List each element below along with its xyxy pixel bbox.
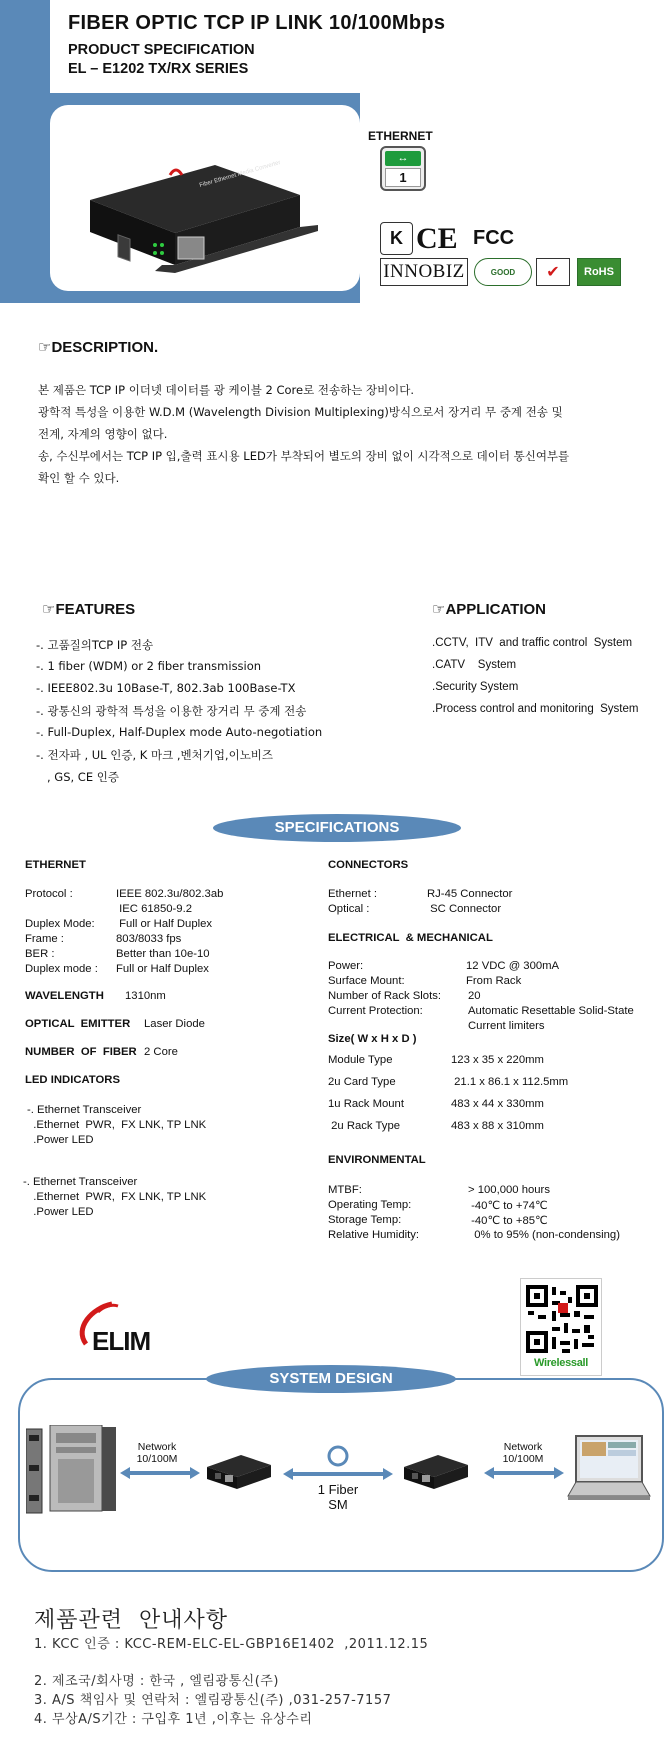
spec-value: RJ-45 Connector	[427, 888, 513, 900]
spec-value: 483 x 44 x 330mm	[451, 1098, 544, 1110]
led-item: -. Ethernet Transceiver	[27, 1104, 142, 1116]
feature-item: -. 광통신의 광학적 특성을 이용한 장거리 무 중계 전송	[36, 704, 307, 718]
feature-item: , GS, CE 인증	[36, 770, 119, 784]
fiber-count-value: 2 Core	[144, 1046, 178, 1058]
spec-label: Duplex Mode:	[25, 918, 95, 930]
application-item: .Process control and monitoring System	[432, 703, 639, 715]
description-line: 전계, 자계의 영향이 없다.	[38, 427, 168, 441]
spec-label: MTBF:	[328, 1184, 362, 1196]
led-item: .Ethernet PWR, FX LNK, TP LNK	[27, 1191, 207, 1203]
led-item: .Ethernet PWR, FX LNK, TP LNK	[27, 1119, 207, 1131]
spec-label: Operating Temp:	[328, 1199, 412, 1211]
feature-item: -. Full-Duplex, Half-Duplex mode Auto-negotiation	[36, 725, 323, 739]
feature-item: -. IEEE802.3u 10Base-T, 802.3ab 100Base-TX	[36, 681, 296, 695]
notice-line: 2. 제조국/회사명 : 한국 , 엘림광통신(주)	[34, 1674, 279, 1689]
spec-label: Storage Temp:	[328, 1214, 402, 1226]
spec-label: Duplex mode :	[25, 963, 98, 975]
spec-value: > 100,000 hours	[468, 1184, 550, 1196]
media-converter-photo	[50, 105, 360, 291]
ce-logo: CE	[416, 222, 458, 255]
spec-label: Optical :	[328, 903, 370, 915]
fiber-count-label: NUMBER OF FIBER	[25, 1046, 137, 1058]
right-network-label: Network 10/100M	[502, 1441, 544, 1465]
double-arrow-icon	[120, 1466, 200, 1480]
features-heading: ☞FEATURES	[42, 601, 136, 618]
kcc-logo: ✔	[536, 258, 570, 286]
spec-value: IEC 61850-9.2	[116, 903, 192, 915]
notice-line: 4. 무상A/S기간 : 구입후 1년 ,이후는 유상수리	[34, 1712, 313, 1727]
media-converter-icon	[400, 1445, 470, 1491]
product-spec-label: PRODUCT SPECIFICATION	[68, 42, 255, 58]
led-item: .Power LED	[27, 1206, 94, 1218]
fiber-label: 1 Fiber SM	[317, 1482, 359, 1512]
elim-wordmark: ELIM	[92, 1326, 151, 1356]
spec-label: Module Type	[328, 1054, 393, 1066]
application-item: .Security System	[432, 681, 519, 693]
spec-value: Automatic Resettable Solid-State	[468, 1005, 634, 1017]
product-photo-panel	[50, 105, 360, 291]
server-tower-icon	[26, 1425, 118, 1517]
spec-value: 12 VDC @ 300mA	[466, 960, 560, 972]
spec-label: Relative Humidity:	[328, 1229, 420, 1241]
feature-item: -. 1 fiber (WDM) or 2 fiber transmission	[36, 659, 262, 673]
spec-value: From Rack	[466, 975, 522, 987]
series-label: EL – E1202 TX/RX SERIES	[68, 61, 249, 77]
ethernet-port-badge	[380, 146, 426, 191]
emitter-value: Laser Diode	[144, 1018, 205, 1030]
spec-label: Current Protection:	[328, 1005, 423, 1017]
spec-value: 20	[468, 990, 481, 1002]
spec-label: 2u Rack Type	[328, 1120, 401, 1132]
notice-line: 1. KCC 인증 : KCC-REM-ELC-EL-GBP16E1402 ,2011.12.15	[34, 1637, 429, 1652]
connectors-heading: CONNECTORS	[328, 859, 409, 871]
fcc-logo: FCC	[473, 227, 515, 249]
led-item: .Power LED	[27, 1134, 94, 1146]
spec-value: Current limiters	[468, 1020, 545, 1032]
double-arrow-icon	[484, 1466, 564, 1480]
rohs-logo: RoHS	[577, 258, 621, 286]
pointing-hand-icon: ☞	[42, 601, 56, 618]
elim-logo	[70, 1298, 160, 1356]
description-heading: ☞DESCRIPTION.	[38, 339, 159, 356]
spec-label: 1u Rack Mount	[328, 1098, 404, 1110]
spec-value: 483 x 88 x 310mm	[451, 1120, 544, 1132]
k-mark-logo: K	[380, 222, 413, 255]
spec-value: 0% to 95% (non-condensing)	[468, 1229, 620, 1241]
led-item: -. Ethernet Transceiver	[23, 1176, 138, 1188]
double-arrow-icon: ↔	[385, 151, 421, 166]
spec-ethernet-heading: ETHERNET	[25, 859, 86, 871]
spec-value: Full or Half Duplex	[116, 963, 209, 975]
system-design-banner: SYSTEM DESIGN	[206, 1365, 456, 1393]
description-line: 확인 할 수 있다.	[38, 471, 120, 485]
notice-line: 3. A/S 책임사 및 연락처 : 엘림광통신(주) ,031-257-7157	[34, 1693, 392, 1708]
qr-caption: Wirelessall	[533, 1357, 589, 1369]
spec-value: IEEE 802.3u/802.3ab	[116, 888, 224, 900]
pointing-hand-icon: ☞	[38, 339, 52, 356]
size-heading: Size( W x H x D )	[328, 1033, 417, 1045]
laptop-icon	[566, 1434, 652, 1504]
page-title: FIBER OPTIC TCP IP LINK 10/100Mbps	[68, 12, 446, 34]
ethernet-badge-label: ETHERNET	[368, 129, 433, 143]
spec-value: -40℃ to +85℃	[468, 1215, 548, 1227]
fiber-loop-icon	[283, 1444, 393, 1484]
wavelength-label: WAVELENGTH	[25, 990, 104, 1002]
electrical-heading: ELECTRICAL & MECHANICAL	[328, 932, 493, 944]
spec-label: Protocol :	[25, 888, 73, 900]
application-item: .CATV System	[432, 659, 517, 671]
ethernet-port-count: 1	[385, 168, 421, 187]
wavelength-value: 1310nm	[125, 990, 166, 1002]
spec-value: Full or Half Duplex	[116, 918, 213, 930]
spec-value: SC Connector	[427, 903, 502, 915]
spec-value: 803/8033 fps	[116, 933, 182, 945]
spec-label: Number of Rack Slots:	[328, 990, 442, 1002]
notice-title: 제품관련 안내사항	[34, 1608, 229, 1633]
application-item: .CCTV, ITV and traffic control System	[432, 637, 633, 649]
description-line: 광학적 특성을 이용한 W.D.M (Wavelength Division Multiplexing)방식으로서 장거리 무 중계 전송 및	[38, 405, 563, 419]
application-heading: ☞APPLICATION	[432, 601, 547, 618]
specifications-banner: SPECIFICATIONS	[213, 814, 461, 842]
led-heading: LED INDICATORS	[25, 1074, 120, 1086]
left-network-label: Network 10/100M	[136, 1441, 178, 1465]
innobiz-logo: INNOBIZ	[380, 258, 468, 286]
environmental-heading: ENVIRONMENTAL	[328, 1154, 426, 1166]
qr-code[interactable]	[520, 1278, 602, 1376]
media-converter-icon	[203, 1445, 273, 1491]
qr-code-icon	[522, 1283, 602, 1357]
description-line: 송, 수신부에서는 TCP IP 입,출력 표시용 LED가 부착되어 별도의 장비 없이 시각적으로 데이터 통신여부를	[38, 449, 570, 463]
spec-value: -40℃ to +74℃	[468, 1200, 548, 1212]
spec-label: Surface Mount:	[328, 975, 405, 987]
feature-item: -. 고품질의TCP IP 전송	[36, 638, 154, 652]
spec-label: 2u Card Type	[328, 1076, 396, 1088]
description-line: 본 제품은 TCP IP 이더넷 데이터를 광 케이블 2 Core로 전송하는 장비이다.	[38, 383, 415, 397]
spec-label: Frame :	[25, 933, 64, 945]
spec-value: 21.1 x 86.1 x 112.5mm	[451, 1076, 569, 1088]
good-software-logo: GOOD	[474, 258, 532, 286]
feature-item: -. 전자파 , UL 인증, K 마크 ,벤처기업,이노비즈	[36, 748, 274, 762]
svg-text:Fiber Ethernet Media Converter: Fiber Ethernet Media Converter	[198, 159, 282, 189]
spec-label: Power:	[328, 960, 364, 972]
emitter-label: OPTICAL EMITTER	[25, 1018, 131, 1030]
spec-value: 123 x 35 x 220mm	[451, 1054, 544, 1066]
pointing-hand-icon: ☞	[432, 601, 446, 618]
spec-label: BER :	[25, 948, 55, 960]
spec-label: Ethernet :	[328, 888, 377, 900]
spec-value: Better than 10e-10	[116, 948, 210, 960]
